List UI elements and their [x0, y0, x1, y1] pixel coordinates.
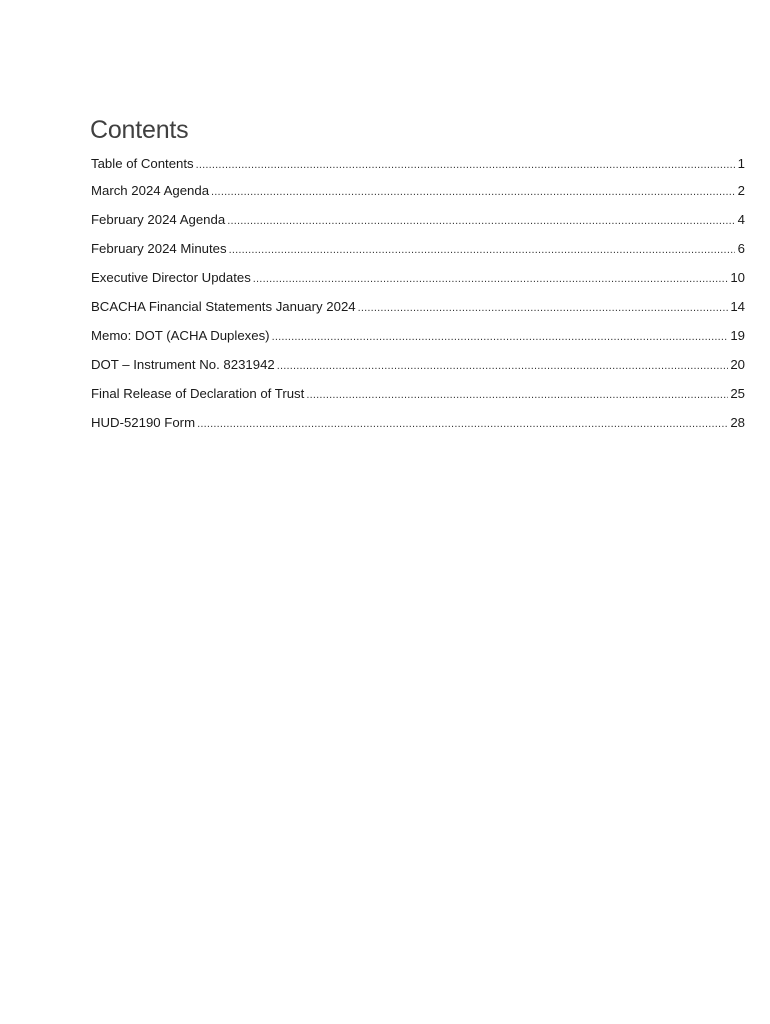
toc-entry-label: BCACHA Financial Statements January 2024 [91, 299, 356, 314]
toc-entry-final-release-declaration-of-trust[interactable] [91, 381, 745, 410]
dot-leader [253, 266, 729, 292]
toc-entry-page-number: 14 [730, 299, 745, 314]
dot-leader [211, 179, 735, 205]
toc-entry-february-2024-agenda[interactable] [91, 207, 745, 236]
toc-entry-label: Table of Contents [91, 156, 194, 171]
contents-heading: Contents [90, 116, 189, 144]
toc-entry-label: Executive Director Updates [91, 270, 251, 285]
dot-leader [358, 295, 729, 321]
toc-entry-page-number: 28 [730, 415, 745, 430]
toc-entry-page-number: 25 [730, 386, 745, 401]
dot-leader [197, 411, 728, 437]
toc-entry-label: HUD-52190 Form [91, 415, 196, 430]
toc-entry-hud-52190-form[interactable] [91, 410, 745, 439]
dot-leader [272, 324, 729, 350]
toc-entry-page-number: 10 [730, 270, 745, 285]
dot-leader [277, 353, 729, 379]
toc-entry-february-2024-minutes[interactable] [91, 236, 745, 265]
toc-entry-label: Memo: DOT (ACHA Duplexes) [91, 328, 270, 343]
dot-leader [196, 152, 735, 178]
toc-entry-label: March 2024 Agenda [91, 183, 210, 198]
dot-leader [229, 237, 735, 263]
toc-list [91, 151, 745, 439]
toc-entry-page-number: 4 [737, 212, 745, 227]
toc-entry-label: DOT – Instrument No. 8231942 [91, 357, 275, 372]
toc-entry-page-number: 2 [737, 183, 745, 198]
dot-leader [306, 382, 728, 408]
toc-entry-page-number: 19 [730, 328, 745, 343]
toc-entry-label: Final Release of Declaration of Trust [91, 386, 305, 401]
toc-entry-page-number: 1 [737, 156, 745, 171]
toc-entry-page-number: 20 [730, 357, 745, 372]
toc-entry-executive-director-updates[interactable] [91, 265, 745, 294]
toc-entry-label: February 2024 Agenda [91, 212, 226, 227]
toc-entry-page-number: 6 [737, 241, 745, 256]
toc-entry-table-of-contents[interactable] [91, 151, 745, 178]
toc-entry-label: February 2024 Minutes [91, 241, 227, 256]
dot-leader [227, 208, 735, 234]
toc-entry-march-2024-agenda[interactable] [91, 178, 745, 207]
toc-entry-bcacha-financial-statements[interactable] [91, 294, 745, 323]
toc-entry-memo-dot-acha-duplexes[interactable] [91, 323, 745, 352]
toc-entry-dot-instrument[interactable] [91, 352, 745, 381]
